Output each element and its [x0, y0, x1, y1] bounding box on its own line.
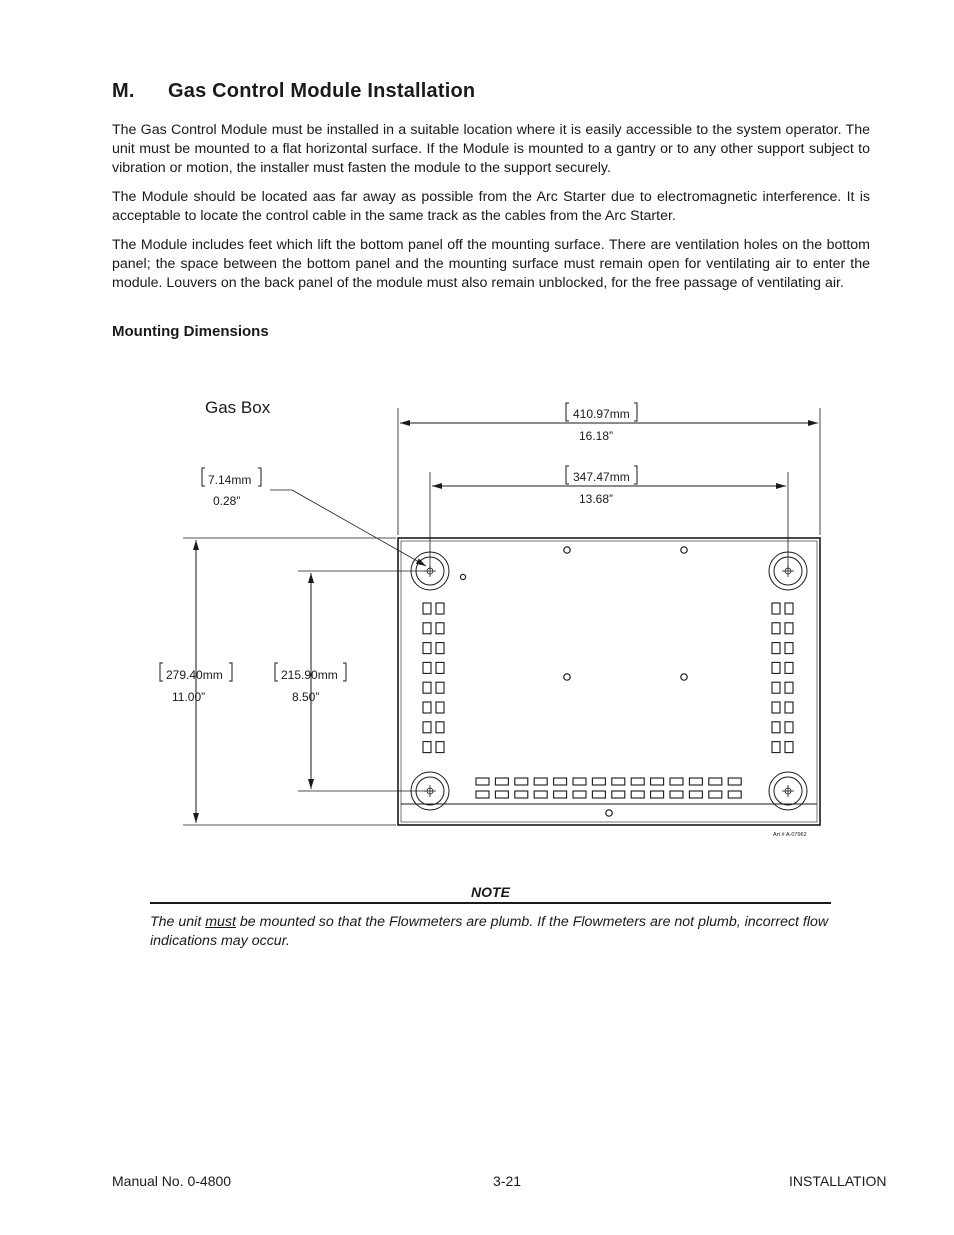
- vent-slot: [554, 791, 567, 798]
- vent-slot: [423, 682, 431, 693]
- vent-slot: [495, 791, 508, 798]
- vent-slot: [785, 623, 793, 634]
- vent-slot: [515, 791, 528, 798]
- vent-slot: [709, 791, 722, 798]
- vent-slot: [785, 643, 793, 654]
- vent-slot: [772, 662, 780, 673]
- vent-slot: [785, 722, 793, 733]
- overall-width-in: 16.18”: [579, 429, 614, 443]
- vent-slot: [651, 778, 664, 785]
- vent-slot: [631, 791, 644, 798]
- vent-slot: [670, 778, 683, 785]
- vent-slots-left: [423, 603, 444, 753]
- mounting-dimensions-heading: Mounting Dimensions: [112, 323, 269, 340]
- vent-slot: [423, 623, 431, 634]
- vent-slot: [515, 778, 528, 785]
- note-text-after: be mounted so that the Flowmeters are plumb. If the Flowmeters are not plumb, incorrect flow indications may occur.: [150, 914, 829, 949]
- paragraph-interference: The Module should be located aas far away as possible from the Arc Starter due to electromagnetic interference. It is acceptable to locate the control cable in the same track as the cables from the Arc Starter.: [112, 189, 870, 224]
- paragraph-ventilation: The Module includes feet which lift the bottom panel off the mounting surface. There are ventilation holes on the bottom panel; the space between the bottom panel and the mounting surface must remain open for ventilating air to enter the module. Louvers on the back panel of the module must also remain unblocked, for the free passage of ventilating air.: [112, 237, 870, 291]
- hole-width-in: 13.68”: [579, 492, 614, 506]
- vent-slot: [436, 742, 444, 753]
- vent-slot: [436, 623, 444, 634]
- note-text: [150, 913, 840, 951]
- paragraph-location: The Gas Control Module must be installed in a suitable location where it is easily accessible to the system operator. The unit must be mounted to a flat horizontal surface. If the Module is mounted to a gantry or to any other support subject to vibration or motion, the installer must fasten the module to the support securely.: [112, 122, 870, 176]
- module-outline: [398, 538, 820, 825]
- vent-slot: [554, 778, 567, 785]
- vent-slot: [436, 603, 444, 614]
- dimension-hole-width: [430, 466, 788, 570]
- note-divider: [150, 902, 831, 904]
- vent-slot: [689, 778, 702, 785]
- vent-slot: [423, 742, 431, 753]
- section-letter: M.: [112, 80, 135, 102]
- hole-depth-in: 8.50”: [292, 690, 320, 704]
- vent-slot: [423, 722, 431, 733]
- vent-slot: [772, 722, 780, 733]
- vent-slot: [436, 643, 444, 654]
- vent-slot: [534, 791, 547, 798]
- dimension-hole-depth: [275, 571, 426, 791]
- vent-slot: [785, 702, 793, 713]
- vent-slot: [772, 623, 780, 634]
- vent-slot: [423, 603, 431, 614]
- vent-slot: [772, 742, 780, 753]
- vent-slot: [573, 778, 586, 785]
- note-title: NOTE: [471, 884, 510, 900]
- vent-slot: [785, 603, 793, 614]
- overall-width-mm: 410.97mm: [573, 407, 630, 421]
- vent-slot: [785, 662, 793, 673]
- overall-depth-in: 11.00”: [172, 690, 206, 704]
- gas-box-mounting-diagram: [140, 385, 830, 855]
- vent-slot: [651, 791, 664, 798]
- vent-slot: [423, 662, 431, 673]
- vent-slot: [612, 778, 625, 785]
- footer-section-name: INSTALLATION: [789, 1173, 887, 1189]
- vent-slot: [573, 791, 586, 798]
- footer-page-number: 3-21: [493, 1173, 522, 1189]
- figure-title: Gas Box: [205, 398, 271, 417]
- vent-slot: [534, 778, 547, 785]
- vent-slot: [728, 791, 741, 798]
- hole-depth-mm: 215.90mm: [281, 668, 338, 682]
- screw-holes: [460, 547, 687, 816]
- vent-slot: [689, 791, 702, 798]
- overall-depth-mm: 279.40mm: [166, 668, 223, 682]
- vent-slot: [785, 682, 793, 693]
- vent-slot: [785, 742, 793, 753]
- note-text-before: The unit: [150, 914, 206, 930]
- vent-slot: [772, 702, 780, 713]
- section-title: Gas Control Module Installation: [168, 80, 476, 102]
- vent-slot: [670, 791, 683, 798]
- hole-width-mm: 347.47mm: [573, 470, 630, 484]
- hole-diameter-mm: 7.14mm: [208, 473, 252, 487]
- vent-slot: [772, 603, 780, 614]
- vent-slot: [423, 643, 431, 654]
- footer-manual-number: Manual No. 0-4800: [112, 1173, 232, 1189]
- vent-slot: [423, 702, 431, 713]
- section-heading: [112, 80, 475, 103]
- vent-slots-bottom: [476, 778, 741, 798]
- vent-slot: [436, 682, 444, 693]
- vent-slot: [772, 643, 780, 654]
- vent-slot: [592, 778, 605, 785]
- vent-slot: [436, 702, 444, 713]
- note-emphasis: must: [205, 914, 236, 930]
- vent-slot: [592, 791, 605, 798]
- hole-diameter-in: 0.28”: [213, 494, 241, 508]
- art-number: Art # A-07962: [773, 832, 807, 838]
- dimension-overall-width: [398, 403, 820, 535]
- vent-slot: [476, 778, 489, 785]
- vent-slot: [436, 662, 444, 673]
- vent-slot: [436, 722, 444, 733]
- dimension-hole-diameter: [202, 468, 426, 566]
- vent-slot: [495, 778, 508, 785]
- vent-slot: [631, 778, 644, 785]
- vent-slot: [709, 778, 722, 785]
- vent-slot: [476, 791, 489, 798]
- vent-slot: [728, 778, 741, 785]
- vent-slots-right: [772, 603, 793, 753]
- vent-slot: [772, 682, 780, 693]
- vent-slot: [612, 791, 625, 798]
